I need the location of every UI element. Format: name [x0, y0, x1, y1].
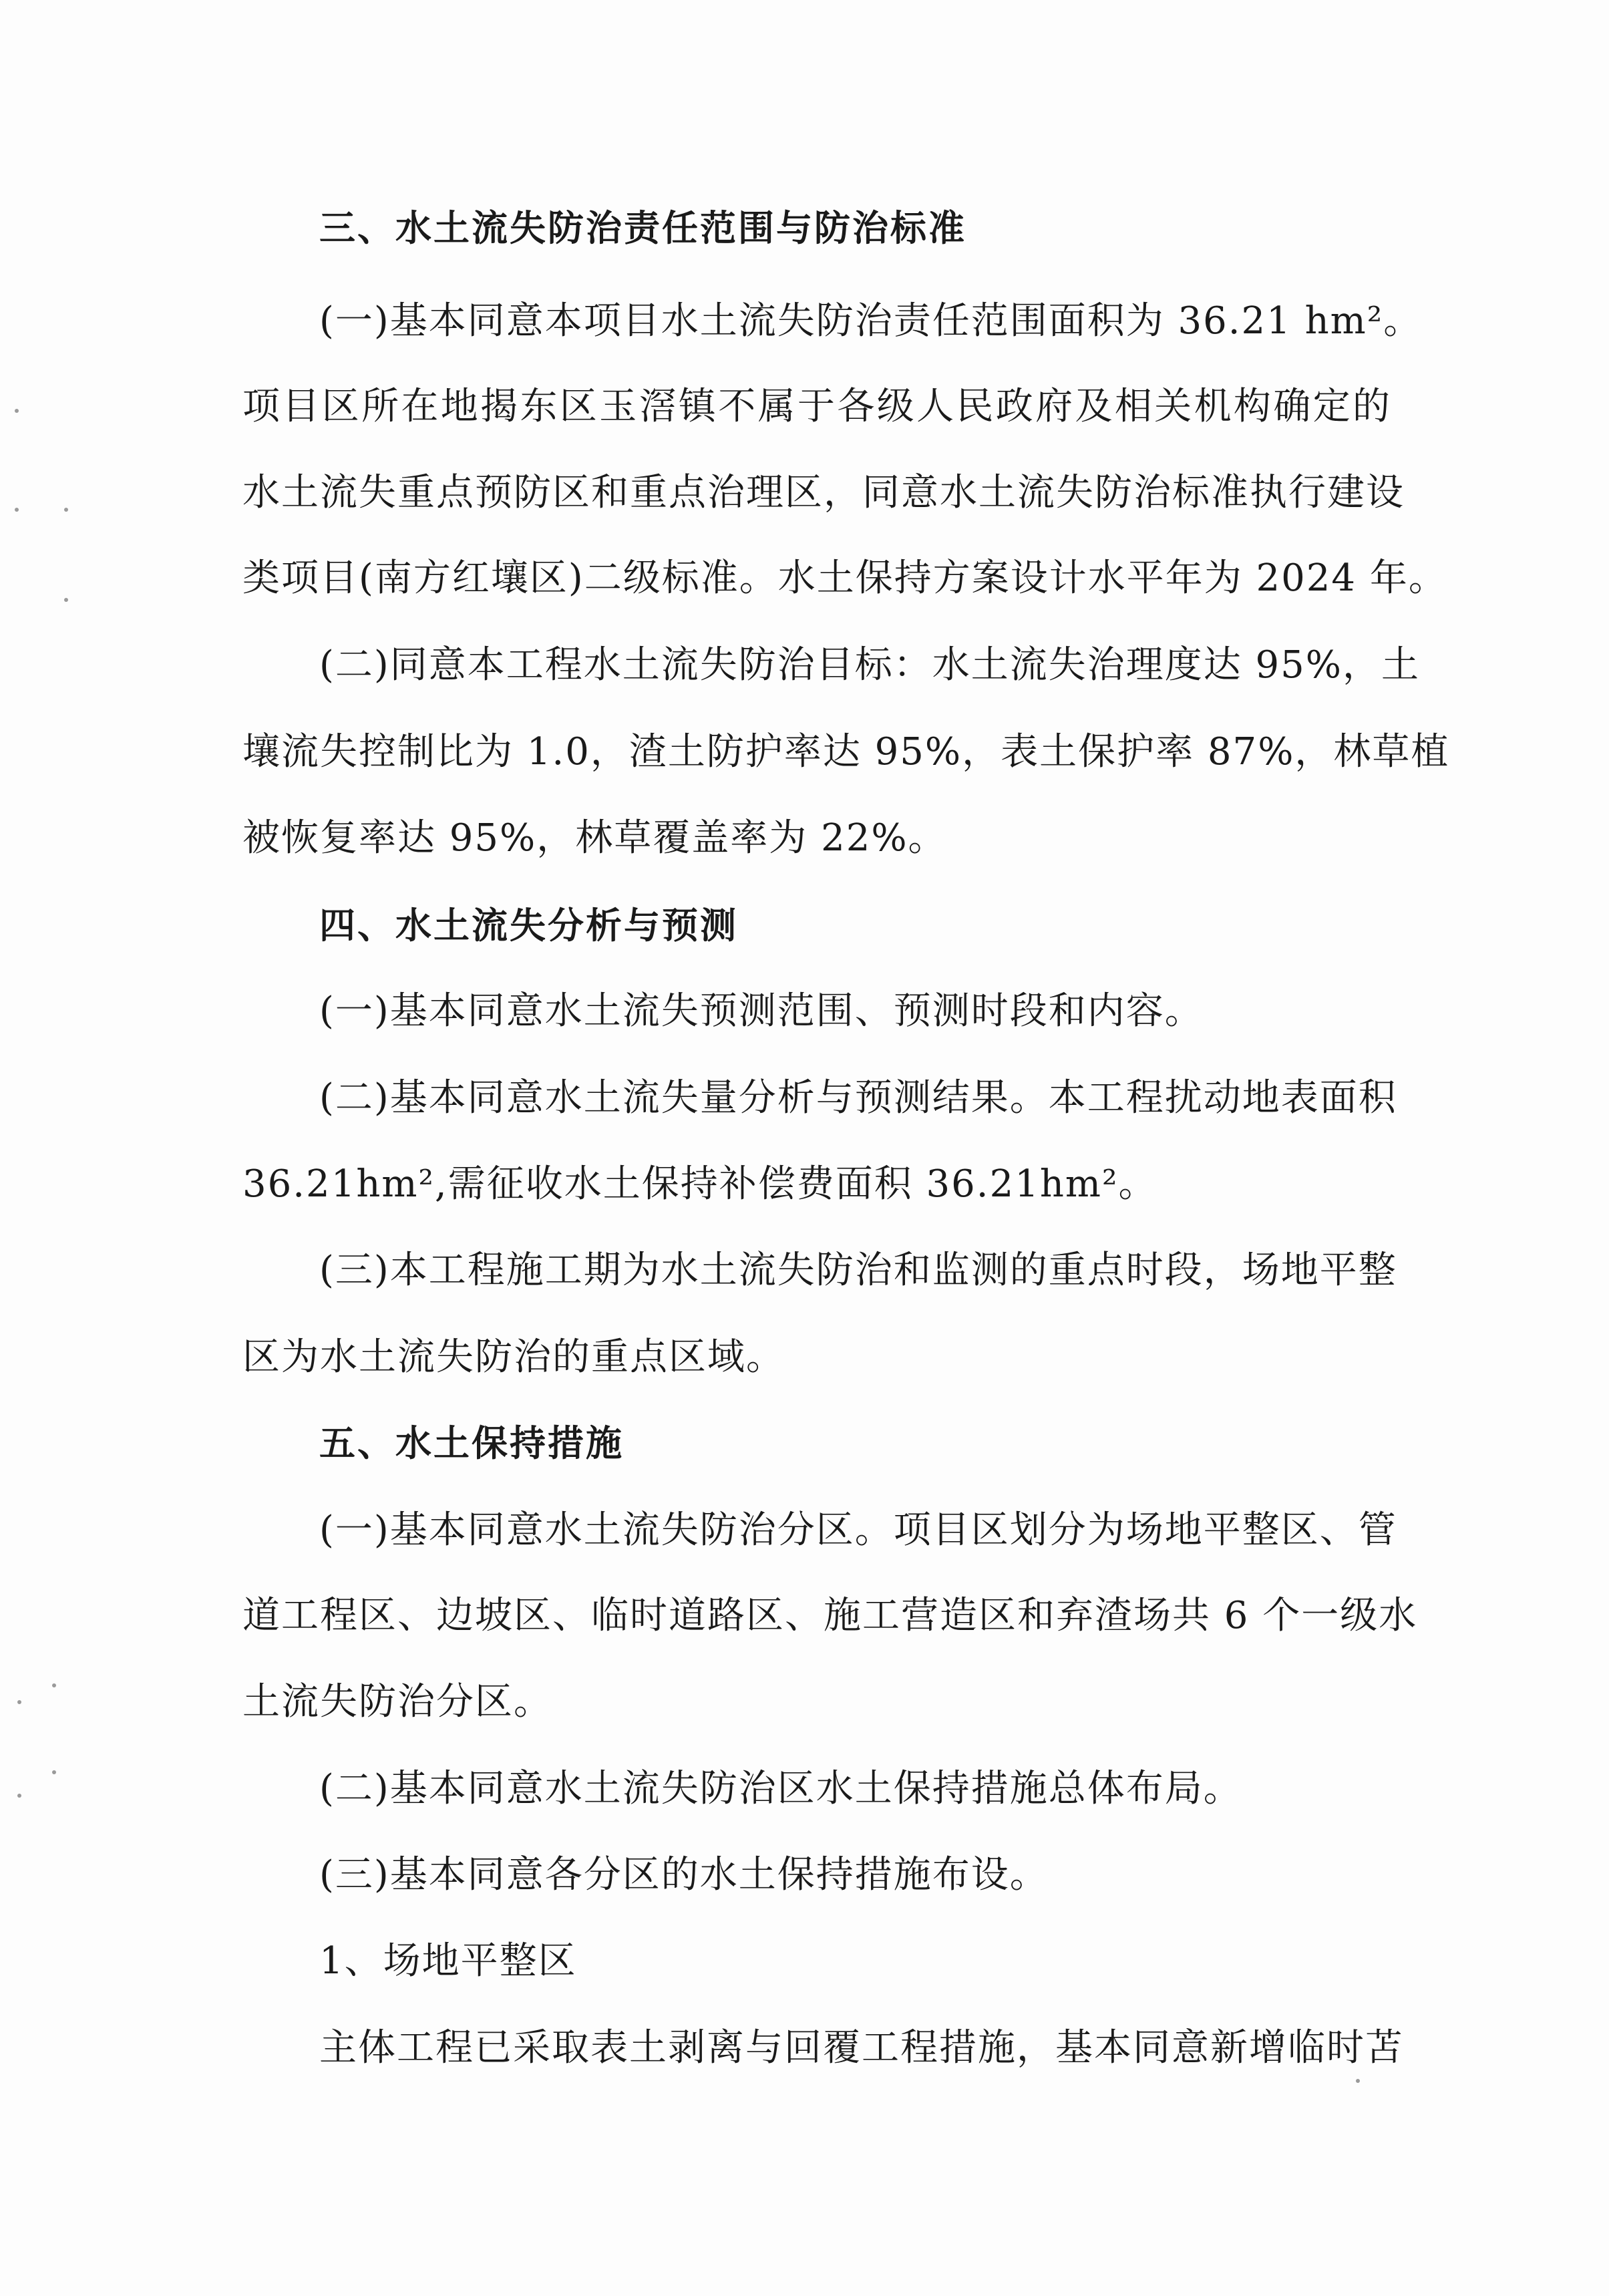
paragraph-5-1-line-2: 道工程区、边坡区、临时道路区、施工营造区和弃渣场共 6 个一级水: [242, 1594, 1418, 1637]
paragraph-4-2-line-2: 36.21hm²,需征收水土保持补偿费面积 36.21hm²。: [242, 1162, 1157, 1206]
scan-speck: [52, 1770, 56, 1774]
scan-speck: [52, 1683, 56, 1687]
paragraph-5-1-line-3: 土流失防治分区。: [242, 1680, 552, 1724]
scan-speck: [15, 508, 19, 512]
paragraph-4-2-line-1: (二)基本同意水土流失量分析与预测结果。本工程扰动地表面积: [319, 1076, 1397, 1120]
section-heading-5: 五、水土保持措施: [319, 1422, 624, 1464]
paragraph-5-2: (二)基本同意水土流失防治区水土保持措施总体布局。: [319, 1767, 1242, 1810]
section-heading-3: 三、水土流失防治责任范围与防治标准: [319, 207, 966, 249]
paragraph-3-1-line-1: (一)基本同意本项目水土流失防治责任范围面积为 36.21 hm²。: [319, 299, 1423, 343]
scan-speck: [17, 1794, 21, 1798]
scan-speck: [64, 508, 68, 512]
paragraph-3-2-line-2: 壤流失控制比为 1.0，渣土防护率达 95%，表土保护率 87%，林草植: [242, 730, 1450, 774]
paragraph-3-2-line-1: (二)同意本工程水土流失防治目标：水土流失治理度达 95%，土: [319, 643, 1420, 687]
paragraph-4-3-line-2: 区为水土流失防治的重点区域。: [242, 1335, 785, 1379]
scan-speck: [15, 409, 19, 413]
paragraph-4-3-line-1: (三)本工程施工期为水土流失防治和监测的重点时段，场地平整: [319, 1249, 1397, 1292]
paragraph-5-3: (三)基本同意各分区的水土保持措施布设。: [319, 1853, 1049, 1897]
scan-speck: [1356, 2079, 1360, 2083]
scan-speck: [17, 1700, 21, 1704]
subsection-heading-1: 1、场地平整区: [319, 1939, 577, 1983]
paragraph-3-2-line-3: 被恢复率达 95%，林草覆盖率为 22%。: [242, 816, 947, 860]
scan-speck: [64, 598, 68, 602]
paragraph-5-1-line-1: (一)基本同意水土流失防治分区。项目区划分为场地平整区、管: [319, 1508, 1397, 1552]
paragraph-3-1-line-2: 项目区所在地揭东区玉滘镇不属于各级人民政府及相关机构确定的: [242, 385, 1391, 428]
paragraph-4-1: (一)基本同意水土流失预测范围、预测时段和内容。: [319, 989, 1204, 1033]
paragraph-3-1-line-4: 类项目(南方红壤区)二级标准。水土保持方案设计水平年为 2024 年。: [242, 556, 1447, 600]
section-heading-4: 四、水土流失分析与预测: [319, 905, 738, 947]
paragraph-site-leveling-line-1: 主体工程已采取表土剥离与回覆工程措施，基本同意新增临时苫: [319, 2026, 1404, 2070]
paragraph-3-1-line-3: 水土流失重点预防区和重点治理区，同意水土流失防治标准执行建设: [242, 471, 1405, 514]
